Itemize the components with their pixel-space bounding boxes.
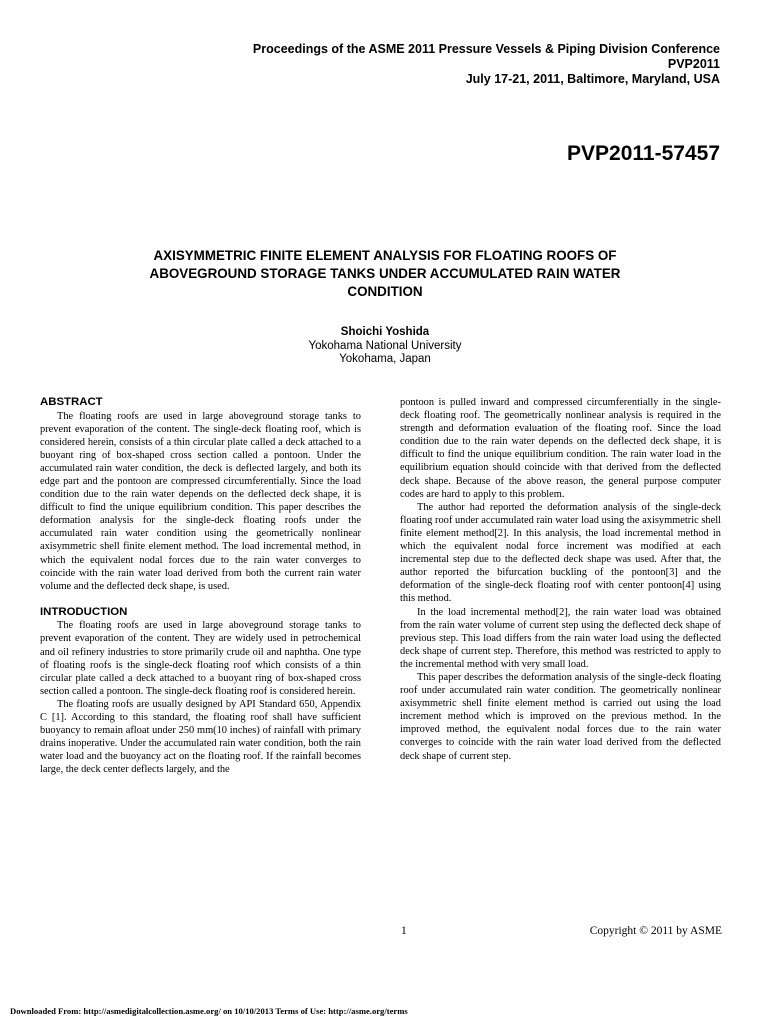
author-affiliation: Yokohama National University xyxy=(308,339,462,352)
conference-code: PVP2011 xyxy=(667,57,720,71)
right-column xyxy=(400,396,721,763)
abstract-heading: ABSTRACT xyxy=(40,396,103,408)
title-line-2: ABOVEGROUND STORAGE TANKS UNDER ACCUMULATED RAIN WATER xyxy=(149,266,621,281)
conference-header xyxy=(160,42,720,87)
conference-dates: July 17-21, 2011, Baltimore, Maryland, USA xyxy=(465,72,720,86)
title-line-3: CONDITION xyxy=(347,284,423,299)
introduction-paragraph-2: The floating roofs are usually designed by API Standard 650, Appendix C [1]. According to this standard, the floating roof shall have sufficient buoyancy to remain afloat under 250 mm(10 inches) of rainfall with primary drains inoperative. Under the accumulated rain water condition, both the rain water load and the buoyancy act on the floating roof. If the rainfall becomes large, the deck center deflects largely, and the xyxy=(40,698,361,776)
author-block xyxy=(60,326,710,367)
page-number: 1 xyxy=(401,925,407,937)
introduction-paragraph-5: In the load incremental method[2], the rain water load was obtained from the rain water volume of current step using the deflected deck shape of previous step. This load differs from the rain water load using the deflected deck shape of current step. Therefore, this method was restricted to apply to the incremental method with very small load. xyxy=(400,606,721,670)
introduction-paragraph-6: This paper describes the deformation analysis of the single-deck floating roof under accumulated rain water condition. The geometrically nonlinear axisymmetric shell finite element method is carried out using the load increment method which is improved on the previous method. In the improved method, the equivalent nodal forces due to the rain water converges to coincide with the rain water load derived from the deflected deck shape of current step. xyxy=(400,671,721,762)
copyright-notice: Copyright © 2011 by ASME xyxy=(589,925,722,937)
introduction-paragraph-3: pontoon is pulled inward and compressed circumferentially in the single-deck floating roof. The geometrically nonlinear analysis is required in the strength and deformation evaluation of the floating roof. Since the load condition due to the rain water depends on the deflected deck shape, it is difficult to find the unique equilibrium condition. The rain water load in the equilibrium equation should coincide with that derived from the deflected deck shape. Because of the above reason, the general purpose computer codes are hard to apply to this problem. xyxy=(400,397,721,500)
title-line-1: AXISYMMETRIC FINITE ELEMENT ANALYSIS FOR FLOATING ROOFS OF xyxy=(153,248,617,263)
paper-title xyxy=(60,247,710,301)
introduction-heading: INTRODUCTION xyxy=(40,605,128,618)
introduction-paragraph-1: The floating roofs are used in large aboveground storage tanks to prevent evaporation of the content. They are widely used in petrochemical and oil refinery industries to store primarily crude oil and naphtha. One type of floating roofs is the single-deck floating roof which consists of a thin circular plate called a deck attached to a buoyant ring of box-shaped cross section called a pontoon. The single-deck floating roof is considered herein. xyxy=(40,620,361,697)
author-location: Yokohama, Japan xyxy=(339,353,431,365)
introduction-paragraph-4: The author had reported the deformation analysis of the single-deck floating roof under accumulated rain water load using the axisymmetric shell finite element method[2]. In this analysis, the load incremental method in which the equivalent nodal force increment was modified at each incremental step due to the deflected deck shape was used. After that, the author reported the bifurcation buckling of the pontoon[3] and the deformation of the single-deck floating roof with center pontoon[4] using this method. xyxy=(400,501,721,605)
abstract-text: The floating roofs are used in large aboveground storage tanks to prevent evaporation of the content. The single-deck floating roof, which is considered herein, consists of a thin circular plate called a deck attached to a buoyant ring of box-shaped cross section called a pontoon. Under the accumulated rain water condition, the deck is deflected largely, and both its edge part and the pontoon are compressed circumferentially. Since the load condition due to the rain water depends on the deflected deck shape, it is difficult to find the unique equilibrium condition. This paper describes the deformation analysis for the single-deck floating roofs under the accumulated rain water condition using the geometrically nonlinear axisymmetric shell finite element method. The load incremental method, in which the equivalent nodal forces due to the rain water converges to coincide with the rain water load derived from both the current rain water volume and the deflected deck shape, is used. xyxy=(40,410,361,592)
paper-id: PVP2011-57457 xyxy=(567,142,720,165)
download-note: Downloaded From: http://asmedigitalcollection.asme.org/ on 10/10/2013 Terms of Use: http://asme.org/terms xyxy=(10,1006,408,1016)
conference-line: Proceedings of the ASME 2011 Pressure Vessels & Piping Division Conference xyxy=(252,42,720,56)
author-name: Shoichi Yoshida xyxy=(340,326,430,338)
left-column xyxy=(40,396,361,776)
